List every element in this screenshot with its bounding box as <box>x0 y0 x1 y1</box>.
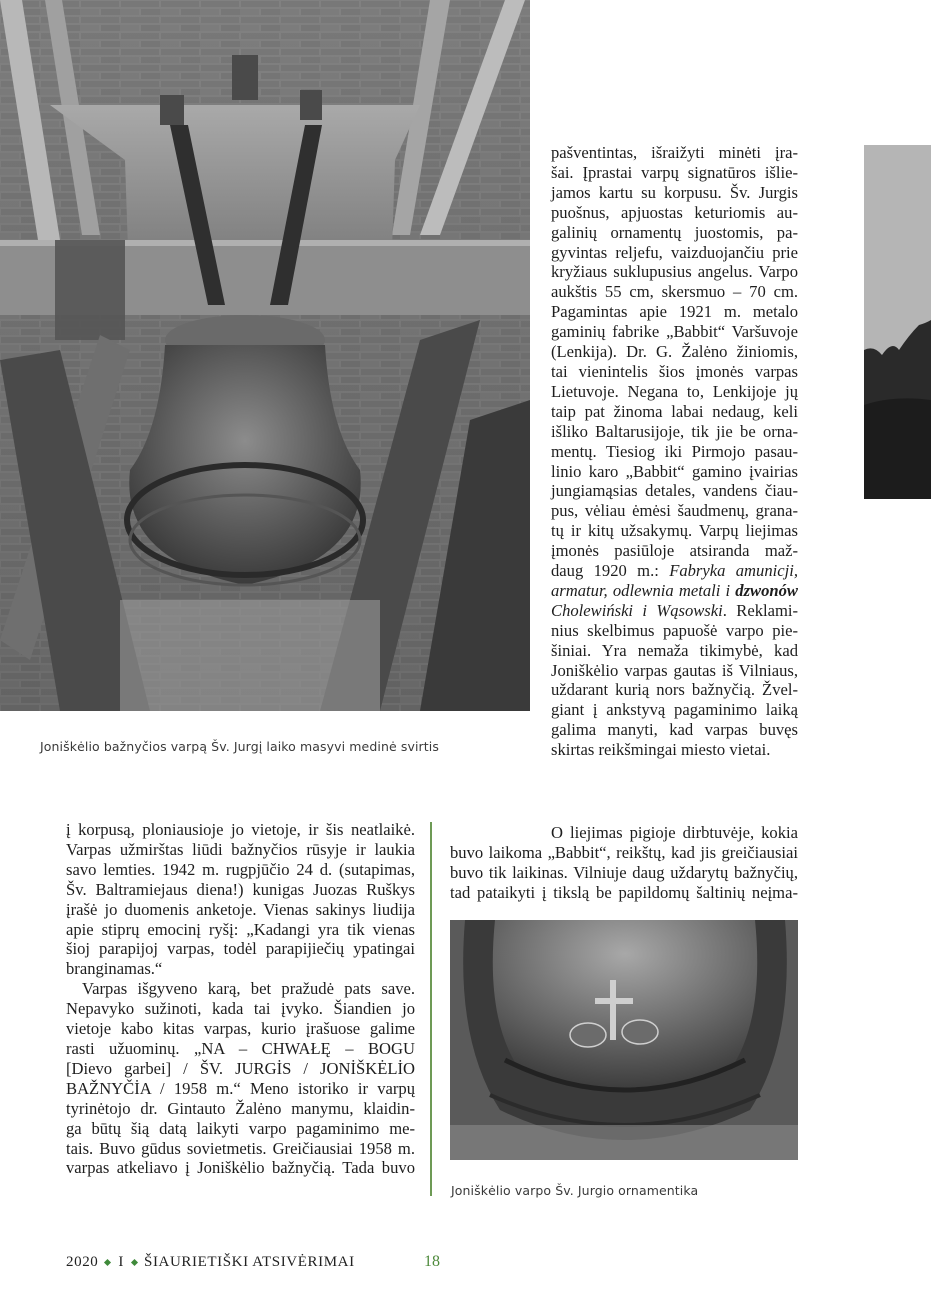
text-line: gaminių fabrike „Babbit“ Varšuvoje <box>551 322 798 342</box>
text-line: giant į ankstyvą pagaminimo laiką <box>551 700 798 720</box>
text-run: . Reklami- <box>722 600 799 620</box>
text-line-mixed <box>551 581 798 601</box>
text-line: į korpusą, ploniausioje jo vietoje, ir šis neatlaikė. <box>66 820 415 839</box>
text-line: Šv. Baltramiejaus diena!) kunigas Juozas Ruškys <box>66 879 415 899</box>
text-line: tyrinėtojo dr. Gintauto Žalėno manymu, klaidin- <box>66 1098 415 1118</box>
right-column-upper <box>551 143 798 760</box>
text-line: varpas atkeliavo į Joniškėlio bažnyčią. Tada buvo <box>66 1158 415 1178</box>
text-line: jamos kartu su korpusu. Šv. Jurgis <box>551 182 798 202</box>
text-line: pus, vėliau ėmėsi šaudmenų, grana- <box>551 501 798 521</box>
text-line: skirtas reikšmingai miesto vietai. <box>551 740 771 760</box>
text-line: buvo tik laikinas. Vilniuje daug uždarytų bažnyčių, <box>450 862 798 882</box>
text-line: Lietuvoje. Negana to, Lenkijoje jų <box>551 381 798 401</box>
text-line: tų ir kitų užsakymų. Varpų liejimas <box>551 521 798 541</box>
footer-year: 2020 <box>66 1254 99 1270</box>
text-line: įmonės pasiūloje atsiranda maž- <box>551 541 798 561</box>
diamond-bullet-icon <box>104 1259 111 1266</box>
text-line: aukštis 55 cm, skersmuo – 70 cm. <box>551 282 798 302</box>
footer-issue: I <box>118 1254 125 1270</box>
text-line: tad pataikyti į tikslą be papildomų šaltinių neįma- <box>450 882 798 902</box>
text-line: tais. Buvo gūdus sovietmetis. Greičiausiai 1958 m. <box>66 1138 415 1158</box>
text-line-mixed <box>551 561 798 581</box>
text-line: išliko Baltarusijoje, tik jie be orna- <box>551 421 798 441</box>
footer-journal-title: ŠIAURIETIŠKI ATSIVĖRIMAI <box>144 1254 355 1270</box>
text-line: apie stiprų emocinį ryšį: „Kadangi yra tik vienas <box>66 919 415 939</box>
ornament-photo-caption: Joniškėlio varpo Šv. Jurgio ornamentika <box>451 1183 699 1198</box>
text-line: šiniai. Yra nemaža tikimybė, kad <box>551 640 798 660</box>
page-footer <box>66 1254 355 1271</box>
text-line: Nepavyko sužinoti, kada tai įvyko. Šiandien jo <box>66 999 415 1019</box>
text-line: Pagamintas apie 1921 m. metalo <box>551 302 798 322</box>
text-line: puošnus, apjuostas keturiomis au- <box>551 202 798 222</box>
text-line: branginamas.“ <box>66 959 163 979</box>
text-line-mixed <box>551 601 798 621</box>
text-run: daug 1920 m.: <box>551 561 670 581</box>
ornament-photo-graphic <box>450 920 798 1160</box>
text-line: mentų. Tiesiog iki Pirmojo pasau- <box>551 441 798 461</box>
bell-photo-graphic <box>0 0 530 711</box>
text-line: (Lenkija). Dr. G. Žalėno žiniomis, <box>551 342 798 362</box>
text-line: įrašė jo duomenis anketoje. Vienas sakinys liudija <box>66 899 415 919</box>
diamond-bullet-icon <box>131 1259 138 1266</box>
italic-title-run: Cholewiński i Wąsowski <box>551 600 723 620</box>
text-line: Varpas išgyveno karą, bet pražudė pats save. <box>82 979 415 999</box>
bold-italic-run: dzwonów <box>735 580 798 600</box>
italic-title-run: Fabryka amunicji, <box>669 561 798 581</box>
text-line: šioj parapijoj varpas, todėl parapijiečių ypatingai <box>66 939 415 959</box>
text-line: jungiamąsias detales, vandens čiau- <box>551 481 798 501</box>
text-line: nius skelbimus papuošė varpo pie- <box>551 620 798 640</box>
text-line: uždarant kurią nors bažnyčią. Žvel- <box>551 680 798 700</box>
text-line: buvo laikoma „Babbit“, reikštų, kad jis greičiausiai <box>450 842 798 862</box>
text-line: taip pat žinoma labai nedaug, keli <box>551 401 798 421</box>
text-line: BAŽNYČİA / 1958 m.“ Meno istoriko ir varpų <box>66 1078 415 1098</box>
trees-photo-graphic <box>864 145 931 499</box>
text-line: tai vienintelis šios įmonės varpas <box>551 361 798 381</box>
text-line: galima manyti, kad varpas buvęs <box>551 720 798 740</box>
text-line: vietoje kabo kitas varpas, kurio įrašuose galime <box>66 1019 415 1039</box>
left-column <box>66 820 415 1178</box>
text-line: šai. Įprastai varpų signatūros išlie- <box>551 162 798 182</box>
text-line: linio karo „Babbit“ gamino įvairias <box>551 461 798 481</box>
bell-beam-photo <box>0 0 530 711</box>
trees-photo-edge <box>864 145 931 499</box>
main-photo-caption: Joniškėlio bažnyčios varpą Šv. Jurgį laiko masyvi medinė svirtis <box>40 739 439 754</box>
text-line: gyvintas reljefu, vaizduojančiu prie <box>551 242 798 262</box>
bell-ornament-photo <box>450 920 798 1160</box>
text-line: pašventintas, išraižyti minėti įra- <box>551 143 798 162</box>
column-divider <box>430 822 432 1196</box>
text-line: [Dievo garbei] / ŠV. JURGİS / JONİŠKĖLİO <box>66 1058 415 1078</box>
italic-title-run: armatur, odlewnia metali i <box>551 580 736 600</box>
text-line: galinių ornamentų juostomis, pa- <box>551 222 798 242</box>
text-line: kryžiaus suklupusius angelus. Varpo <box>551 262 798 282</box>
text-line: ga būtų šią datą laikyti varpo pagaminimo me- <box>66 1118 415 1138</box>
text-line: O liejimas pigioje dirbtuvėje, kokia <box>551 823 798 842</box>
text-line: Joniškėlio varpas gautas iš Vilniaus, <box>551 660 798 680</box>
text-line: Varpas užmirštas liūdi bažnyčios rūsyje ir laukia <box>66 839 415 859</box>
page-number: 18 <box>424 1253 440 1270</box>
text-line: rasti užuominų. „NA – CHWAŁĘ – BOGU <box>66 1038 415 1058</box>
text-line: savo lemties. 1942 m. rugpjūčio 24 d. (sutapimas, <box>66 859 415 879</box>
right-column-lower <box>450 823 798 903</box>
